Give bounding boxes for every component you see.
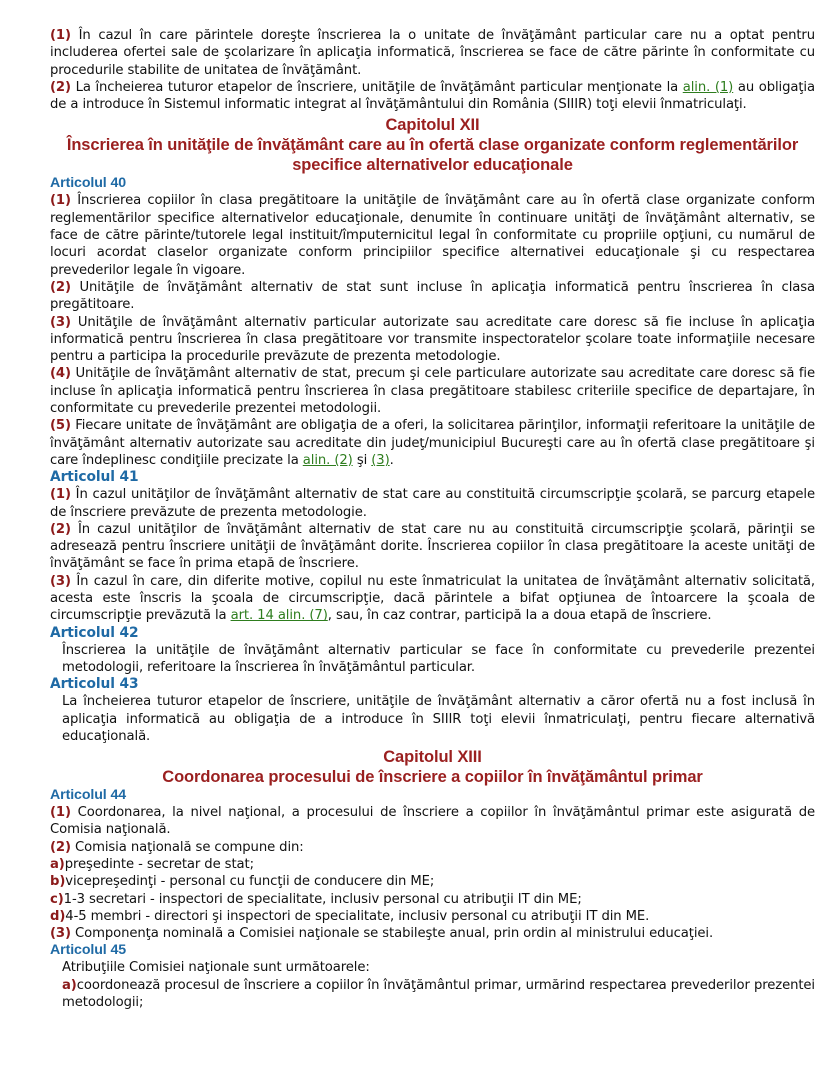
paragraph-text: Unităţile de învăţământ alternativ de stat, precum şi cele particulare autorizate sau acreditate care doresc să fie incluse în aplicaţia informatică pentru înscrierea în clasa pregătitoare stabilesc criteriile specifice de departajare, în conformitate cu prevederile prezentei metodologii. <box>50 366 815 417</box>
paragraph-text: Comisia naţională se compune din: <box>70 839 304 855</box>
paragraph-number: (3) <box>50 314 71 330</box>
item-text: preşedinte - secretar de stat; <box>64 856 254 872</box>
chapter-13-label: Capitolul XIII <box>383 748 482 767</box>
art44-item-c <box>50 891 815 908</box>
art41-para-1 <box>50 486 815 521</box>
art45-item-a <box>50 977 815 1012</box>
article-43-heading: Articolul 43 <box>50 676 139 693</box>
paragraph-text: Componenţa nominală a Comisiei naţionale se stabileşte anual, prin ordin al ministrului educaţiei. <box>70 926 714 942</box>
paragraph-number: (1) <box>50 28 71 43</box>
art40-para-4 <box>50 365 815 417</box>
item-letter: a) <box>50 856 65 872</box>
paragraph-number: (3) <box>50 926 71 942</box>
link-alin-2[interactable]: alin. (2) <box>302 452 353 468</box>
paragraph-text: În cazul în care părintele doreşte înscrierea la o unitate de învăţământ particular care nu a optat pentru includerea ofertei sale de şcolarizare în aplicaţia informatică, înscrierea se face de către părinte în conformitate cu procedurile stabilite de unitatea de învăţământ. <box>50 28 815 78</box>
art41-para-2 <box>50 521 815 573</box>
art45-intro: Atribuţiile Comisiei naţionale sunt următoarele: <box>62 960 370 976</box>
paragraph-text: Înscrierea copiilor în clasa pregătitoare la unităţile de învăţământ care au în ofertă clase organizate conform reglementărilor specifice alternativelor educaţionale, denumite în continuare unităţi de învăţământ alternativ, se face de către părinte/tutorele legal instituit/împuternicitul legal în conformitate cu propriile opţiuni, cu numărul de locuri acordat claselor organizate conform principiilor specifice alternativei educaţionale şi cu respectarea prevederilor legale în vigoare. <box>50 193 815 278</box>
paragraph-number: (2) <box>50 521 71 537</box>
paragraph-2 <box>50 79 815 114</box>
art41-para-3 <box>50 573 815 625</box>
art44-item-b <box>50 873 815 890</box>
paragraph-text: . <box>389 452 394 468</box>
paragraph-1 <box>50 27 815 79</box>
art40-para-2 <box>50 279 815 314</box>
paragraph-text: au obligaţia de a introduce în Sistemul informatic integrat al învăţământului din România (SIIIR) toţi elevii înmatriculaţi. <box>50 79 815 113</box>
item-letter: b) <box>50 874 66 890</box>
item-text: 4-5 membri - directori şi inspectori de specialitate, inclusiv personal cu atribuţii IT din ME. <box>65 908 650 924</box>
paragraph-number: (3) <box>50 573 71 589</box>
article-40-heading: Articolul 40 <box>50 175 127 192</box>
paragraph-number: (2) <box>50 839 71 855</box>
art43-text: La încheierea tuturor etapelor de înscriere, unităţile de învăţământ alternativ a căror ofertă nu a fost inclusă în aplicaţia informatică au obligaţia de a introduce în SIIIR toţi elevii înmatriculaţi, pentru fiecare alternativă educaţională. <box>62 694 815 744</box>
paragraph-text: În cazul unităţilor de învăţământ alternativ de stat care nu au constituită circumscripţie şcolară, părinţii se adresează pentru înscriere unităţii de învăţământ dorite. Înscrierea copiilor în clasa pregătitoare la aceste unităţi de învăţământ se face în prima etapă de înscriere. <box>50 521 815 572</box>
paragraph-text: Unităţile de învăţământ alternativ particular autorizate sau acreditate care doresc să fie incluse în aplicaţia informatică pentru înscrierea în clasa pregătitoare vor transmite inspectoratelor şcolare toate informaţiile necesare pentru a participa la procedurile prevăzute de prezenta metodologie. <box>50 314 815 365</box>
paragraph-text: Coordonarea, la nivel naţional, a procesului de înscriere a copiilor în învăţământul primar este asigurată de Comisia naţională. <box>50 805 815 838</box>
art40-para-3 <box>50 314 815 366</box>
link-alin-1[interactable]: alin. (1) <box>682 79 734 95</box>
paragraph-number: (1) <box>50 487 71 503</box>
item-text: 1-3 secretari - inspectori de specialitate, inclusiv personal cu atribuţii IT din ME; <box>63 891 582 907</box>
paragraph-number: (2) <box>50 279 71 295</box>
chapter-13-title: Coordonarea procesului de înscriere a copiilor în învăţământul primar <box>162 768 703 787</box>
art44-item-d <box>50 908 815 925</box>
paragraph-number: (2) <box>50 79 71 95</box>
item-text: coordonează procesul de înscriere a copiilor în învăţământul primar, urmărind respectarea prevederilor prezentei metodologii; <box>62 977 815 1011</box>
art44-para-3 <box>50 925 815 942</box>
item-letter: a) <box>62 977 77 993</box>
paragraph-text: Unităţile de învăţământ alternativ de stat sunt incluse în aplicaţia informatică pentru înscrierea în clasa pregătitoare. <box>50 279 815 313</box>
article-42-heading: Articolul 42 <box>50 624 139 641</box>
chapter-12-label: Capitolul XII <box>385 116 480 135</box>
art44-item-a <box>50 856 815 873</box>
art44-para-2 <box>50 839 815 856</box>
paragraph-text: În cazul în care, din diferite motive, copilul nu este înmatriculat la unitatea de învăţământ alternativ solicitată, acesta este înscris la şcoala de circumscripţie, dacă părintele a bifat opţiunea de întoarcere la şcoala de circumscripţie prevăzută la <box>50 573 815 624</box>
paragraph-text: În cazul unităţilor de învăţământ alternativ de stat care au constituită circumscripţie şcolară, se parcurg etapele de înscriere prevăzute de prezenta metodologie. <box>50 487 815 520</box>
chapter-12-title: Înscrierea în unităţile de învăţământ care au în ofertă clase organizate conform reglementărilor specifice alternativelor educaţionale <box>66 136 799 175</box>
article-45-heading: Articolul 45 <box>50 942 127 959</box>
art42-text: Înscrierea la unităţile de învăţământ alternativ particular se face în conformitate cu prevederile prezentei metodologii, referitoare la înscrierea în învăţământul particular. <box>62 642 815 675</box>
art40-para-5 <box>50 417 815 469</box>
article-41-heading: Articolul 41 <box>50 469 139 486</box>
paragraph-text: , sau, în caz contrar, participă la a doua etapă de înscriere. <box>327 608 712 624</box>
paragraph-number: (5) <box>50 418 71 434</box>
item-letter: d) <box>50 908 66 924</box>
art44-para-1 <box>50 804 815 839</box>
art40-para-1 <box>50 192 815 278</box>
paragraph-text: La încheierea tuturor etapelor de înscriere, unităţile de învăţământ particular menţionate la <box>70 79 683 95</box>
link-alin-3[interactable]: (3) <box>371 452 390 468</box>
paragraph-number: (4) <box>50 366 71 382</box>
paragraph-text: şi <box>352 452 372 468</box>
item-letter: c) <box>50 891 64 907</box>
article-44-heading: Articolul 44 <box>50 787 127 804</box>
paragraph-text: Fiecare unitate de învăţământ are obligaţia de a oferi, la solicitarea părinţilor, informaţii referitoare la unităţile de învăţământ alternativ autorizate sau acreditate din judeţ/municipiul Bucureşti care au în ofertă clase pregătitoare şi care îndeplinesc condiţiile precizate la <box>50 418 815 468</box>
paragraph-number: (1) <box>50 805 71 821</box>
link-art-14-alin-7[interactable]: art. 14 alin. (7) <box>230 608 328 624</box>
paragraph-number: (1) <box>50 193 71 209</box>
item-text: vicepreşedinţi - personal cu funcţii de conducere din ME; <box>65 874 435 890</box>
